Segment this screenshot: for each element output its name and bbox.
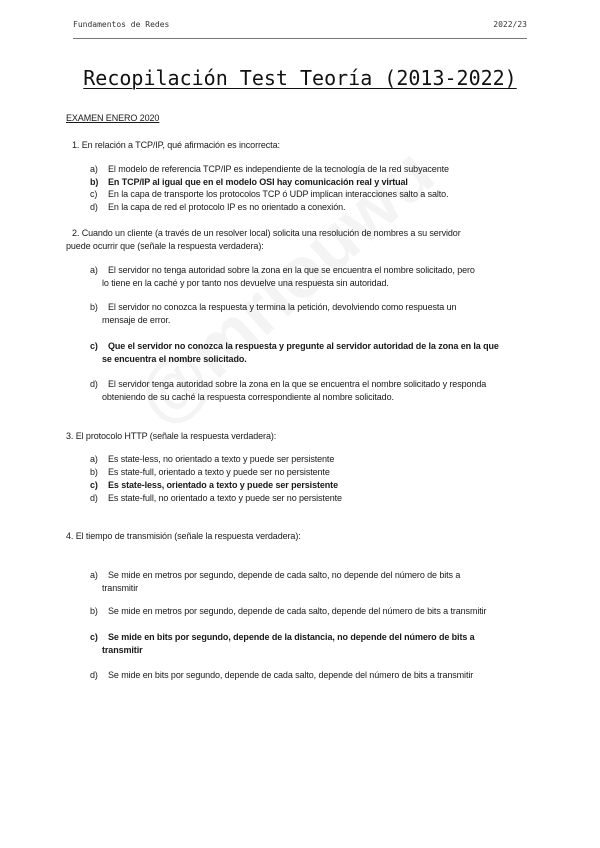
- option-label: c): [90, 632, 98, 642]
- question-2-option-b: [90, 301, 456, 314]
- question-1-option-a: [90, 163, 449, 176]
- question-3-option-c: [90, 479, 338, 492]
- option-label: c): [90, 341, 98, 351]
- option-label: a): [90, 454, 98, 464]
- question-4-stem: 4. El tiempo de transmisión (señale la respuesta verdadera):: [66, 531, 301, 541]
- option-text: Que el servidor no conozca la respuesta y pregunte al servidor autoridad de la zona en la que: [108, 341, 499, 351]
- option-text: El servidor no tenga autoridad sobre la zona en la que se encuentra el nombre solicitado, pero: [108, 265, 475, 275]
- question-2-option-d: [90, 378, 486, 391]
- option-text: Se mide en metros por segundo, depende de cada salto, depende del número de bits a transmitir: [108, 606, 487, 616]
- question-4-option-d: [90, 669, 473, 682]
- question-2-option-a: [90, 264, 475, 277]
- option-text: Es state-less, orientado a texto y puede ser persistente: [108, 480, 338, 490]
- option-label: d): [90, 670, 98, 680]
- option-text: Es state-full, no orientado a texto y puede ser no persistente: [108, 493, 342, 503]
- header-divider: [73, 38, 527, 39]
- option-text: En la capa de transporte los protocolos TCP ó UDP implican interacciones salto a salto.: [108, 189, 449, 199]
- question-2-stem: puede ocurrir que (señale la respuesta verdadera):: [66, 241, 264, 251]
- header-course: Fundamentos de Redes: [73, 20, 170, 29]
- question-3-option-d: [90, 492, 342, 505]
- question-4-option-c: [90, 631, 475, 644]
- option-label: b): [90, 606, 98, 616]
- option-text-continuation: se encuentra el nombre solicitado.: [102, 354, 247, 364]
- option-text: En la capa de red el protocolo IP es no orientado a conexión.: [108, 202, 346, 212]
- option-text: El servidor tenga autoridad sobre la zona en la que se encuentra el nombre solicitado y responda: [108, 379, 487, 389]
- question-3-stem: 3. El protocolo HTTP (señale la respuesta verdadera):: [66, 431, 277, 441]
- option-text: El modelo de referencia TCP/IP es independiente de la tecnología de la red subyacente: [108, 164, 449, 174]
- exam-label: EXAMEN ENERO 2020: [66, 113, 160, 123]
- question-4-option-a: [90, 569, 460, 582]
- option-text: Se mide en bits por segundo, depende de la distancia, no depende del número de bits a: [108, 632, 475, 642]
- question-1-option-c: [90, 188, 449, 201]
- option-text-continuation: transmitir: [102, 583, 139, 593]
- option-label: c): [90, 189, 98, 199]
- question-1-option-d: [90, 201, 345, 214]
- option-label: b): [90, 177, 99, 187]
- option-label: b): [90, 302, 98, 312]
- option-text: Es state-full, orientado a texto y puede ser no persistente: [108, 467, 330, 477]
- question-4-option-b: [90, 605, 486, 618]
- option-label: a): [90, 265, 98, 275]
- option-text-continuation: lo tiene en la caché y por tanto nos devuelve una respuesta sin autoridad.: [102, 278, 389, 288]
- option-label: d): [90, 379, 98, 389]
- option-text: Se mide en metros por segundo, depende de cada salto, no depende del número de bits a: [108, 570, 461, 580]
- question-1-stem: 1. En relación a TCP/IP, qué afirmación es incorrecta:: [72, 140, 280, 150]
- question-3-option-a: [90, 453, 334, 466]
- question-3-option-b: [90, 466, 330, 479]
- option-label: a): [90, 570, 98, 580]
- option-label: d): [90, 202, 98, 212]
- option-label: c): [90, 480, 98, 490]
- option-label: b): [90, 467, 98, 477]
- option-text-continuation: obteniendo de su caché la respuesta correspondiente al nombre solicitado.: [102, 392, 394, 402]
- question-2-option-c: [90, 340, 499, 353]
- option-text: El servidor no conozca la respuesta y termina la petición, devolviendo como respuesta un: [108, 302, 457, 312]
- option-label: a): [90, 164, 98, 174]
- option-text-continuation: transmitir: [102, 645, 143, 655]
- option-text: En TCP/IP al igual que en el modelo OSI hay comunicación real y virtual: [108, 177, 408, 187]
- page-title: Recopilación Test Teoría (2013-2022): [83, 66, 517, 90]
- header-year: 2022/23: [493, 20, 527, 29]
- option-text-continuation: mensaje de error.: [102, 315, 171, 325]
- option-text: Se mide en bits por segundo, depende de cada salto, depende del número de bits a transmitir: [108, 670, 474, 680]
- option-text: Es state-less, no orientado a texto y puede ser persistente: [108, 454, 335, 464]
- question-2-stem: 2. Cuando un cliente (a través de un resolver local) solicita una resolución de nombres a su servidor: [72, 228, 461, 238]
- option-label: d): [90, 493, 98, 503]
- page-header: [73, 20, 527, 29]
